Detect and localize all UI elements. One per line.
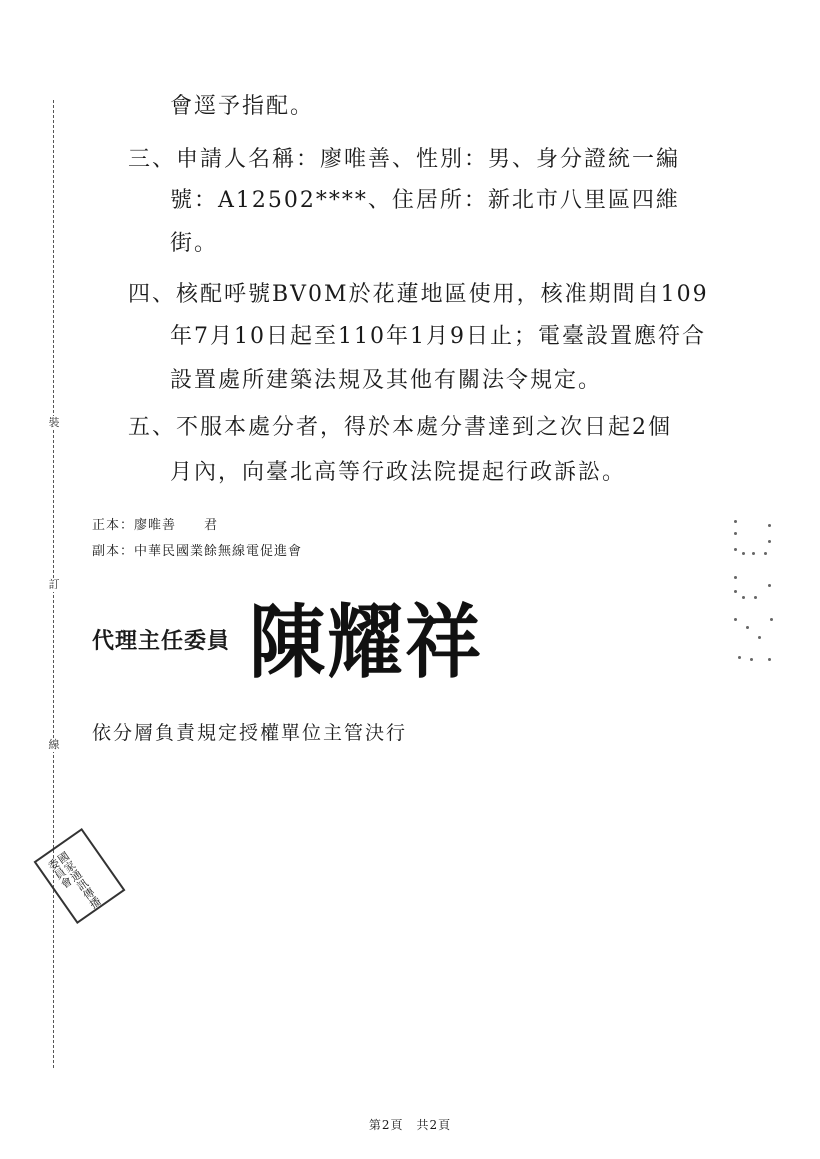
item-5-line-1: 五、不服本處分者，得於本處分書達到之次日起2個 bbox=[128, 415, 672, 440]
item-5-line-2: 月內，向臺北高等行政法院提起行政訴訟。 bbox=[170, 460, 627, 485]
seal-stamp-text: 國家通訊傳播委員會 bbox=[44, 849, 104, 911]
item-4-line-3: 設置處所建築法規及其他有關法令規定。 bbox=[170, 368, 603, 393]
recipient-main: 正本：廖唯善 君 bbox=[92, 518, 219, 533]
delegation-note: 依分層負責規定授權單位主管決行 bbox=[92, 722, 408, 744]
body-line-1: 會逕予指配。 bbox=[170, 94, 315, 119]
item-4-line-2: 年7月10日起至110年1月9日止；電臺設置應符合 bbox=[170, 324, 706, 349]
signatory-title: 代理主任委員 bbox=[92, 629, 231, 654]
binding-mark-xian: 線 bbox=[48, 738, 60, 751]
signatory-signature: 陳耀祥 bbox=[249, 595, 483, 689]
item-3-line-2: 號：A12502****、住居所：新北市八里區四維 bbox=[170, 188, 680, 213]
page-footer: 第2頁 共2頁 bbox=[368, 1118, 452, 1132]
perforation-marks bbox=[728, 518, 788, 668]
item-4-line-1: 四、核配呼號BV0M於花蓮地區使用，核准期間自109 bbox=[128, 282, 709, 307]
item-3-line-1: 三、申請人名稱：廖唯善、性別：男、身分證統一編 bbox=[128, 147, 681, 172]
item-3-line-3: 街。 bbox=[170, 231, 219, 256]
seal-stamp bbox=[34, 828, 126, 924]
recipient-copy: 副本：中華民國業餘無線電促進會 bbox=[92, 544, 303, 559]
binding-mark-zhuang: 裝 bbox=[48, 416, 60, 429]
binding-mark-ding: 訂 bbox=[48, 578, 60, 591]
